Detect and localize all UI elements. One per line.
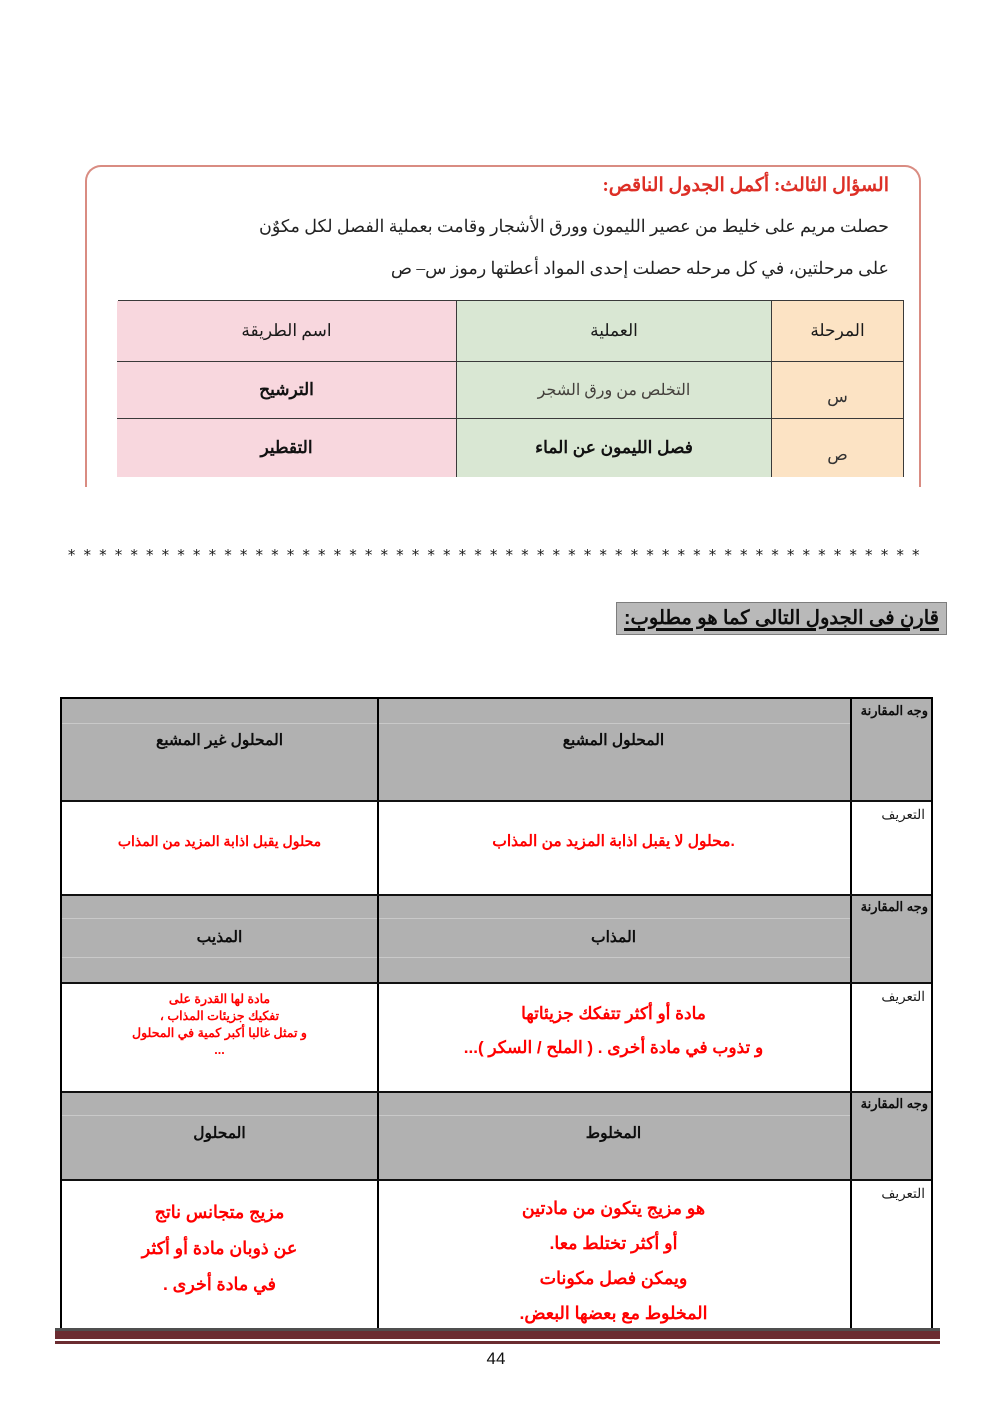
q3-header-process-label: العملية [590,321,638,340]
question3-body-line2: على مرحلتين، في كل مرحله حصلت إحدى المواد أعطتها رموز س– ص [390,258,889,278]
aspect-label-1: وجه المقارنة [860,703,928,718]
q3-header-process [456,301,771,361]
band2-underlabel-line [62,957,850,958]
rowline-3 [62,982,931,984]
q3-row2-stage-value: ص [827,444,848,464]
header-saturated-solution: المحلول المشبع [562,732,665,749]
footer-rule-bar [55,1331,940,1339]
q3-header-stage [771,301,903,361]
q3-row2-method [117,418,456,477]
definition-label-3: التعريف [881,1186,925,1201]
compare-title [616,602,947,635]
definition-solvent [62,991,377,1059]
asterisk-separator: ******************************************************* [67,546,927,564]
definition-solvent-line3: و تمثل غالبا أكبر كمية في المحلول [132,1026,307,1040]
rowline-4 [62,1091,931,1093]
q3-row1-stage [771,361,903,418]
footer-rule-bottom [55,1341,940,1344]
definition-mixture [377,1191,850,1331]
q3-row1-process [456,361,771,418]
band2-strip-line [62,918,850,919]
rowline-1 [62,800,931,802]
aspect-label-3: وجه المقارنة [860,1096,928,1111]
definition-mixture-line2: أو أكثر تختلط معا. [549,1233,678,1253]
header-solution: المحلول [193,1125,246,1142]
q3-header-stage-label: المرحلة [810,321,865,340]
definition-solvent-line2: تفكيك جزيئات المذاب ، [159,1009,280,1023]
q3-row1-process-value: التخلص من ورق الشجر [537,382,691,399]
band1-strip-line [62,723,850,724]
q3-row2-method-value: التقطير [260,437,313,457]
definition-solvent-line4: ... [214,1043,225,1057]
definition-saturated: .محلول لا يقبل اذابة المزيد من المذاب [492,833,735,850]
definition-solution-line3: في مادة أخرى . [162,1274,277,1294]
header-mixture: المخلوط [585,1125,642,1142]
q3-row1-method [117,361,456,418]
q3-row2-stage [771,418,903,477]
q3-row1-stage-value: س [827,387,848,406]
definition-mixture-line1: هو مزيج يتكون من مادتين [521,1198,706,1218]
comparison-table [60,697,933,1332]
definition-label-1: التعريف [881,807,925,822]
definition-solution-line2: عن ذوبان مادة أو أكثر [141,1238,298,1258]
aspect-label-2: وجه المقارنة [860,899,928,914]
definition-solution [62,1194,377,1302]
q3-header-method [117,301,456,361]
definition-solution-line1: مزيج متجانس ناتج [154,1202,285,1222]
page-number: 44 [486,1349,506,1368]
q3-row1-method-value: الترشيح [259,380,314,399]
definition-unsaturated: محلول يقبل اذابة المزيد من المذاب [117,833,322,849]
rowline-2 [62,894,931,896]
q3-row2-process-value: فصل الليمون عن الماء [535,437,693,457]
definition-solute-line2: و تذوب في مادة أخرى . ( الملح / السكر )... [463,1038,764,1057]
definition-solute [377,997,850,1065]
question3-body-line1: حصلت مريم على خليط من عصير الليمون وورق الأشجار وقامت بعملية الفصل لكل مكوٌن [258,216,889,236]
q3-row2-process [456,418,771,477]
rowline-5 [62,1179,931,1181]
definition-solvent-line1: مادة لها القدرة على [168,992,271,1006]
header-unsaturated-solution: المحلول غير المشبع [155,732,284,749]
question3-table [118,300,904,477]
q3-header-method-label: اسم الطريقة [241,321,332,340]
definition-label-2: التعريف [881,989,925,1004]
definition-mixture-line3: ويمكن فصل مكونات [539,1268,688,1288]
definition-solute-line1: مادة أو أكثر تتفكك جزيئاتها [521,1004,706,1023]
header-solute: المذاب [590,929,637,946]
compare-title-text: قارن فى الجدول التالى كما هو مطلوب: [624,607,939,629]
divider-mid-aspect [850,699,852,1330]
definition-mixture-line4: المخلوط مع بعضها البعض. [519,1303,708,1323]
question3-title: السؤال الثالث: أكمل الجدول الناقص: [602,175,889,196]
band3-strip-line [62,1115,850,1116]
header-solvent: المذيب [196,929,243,946]
